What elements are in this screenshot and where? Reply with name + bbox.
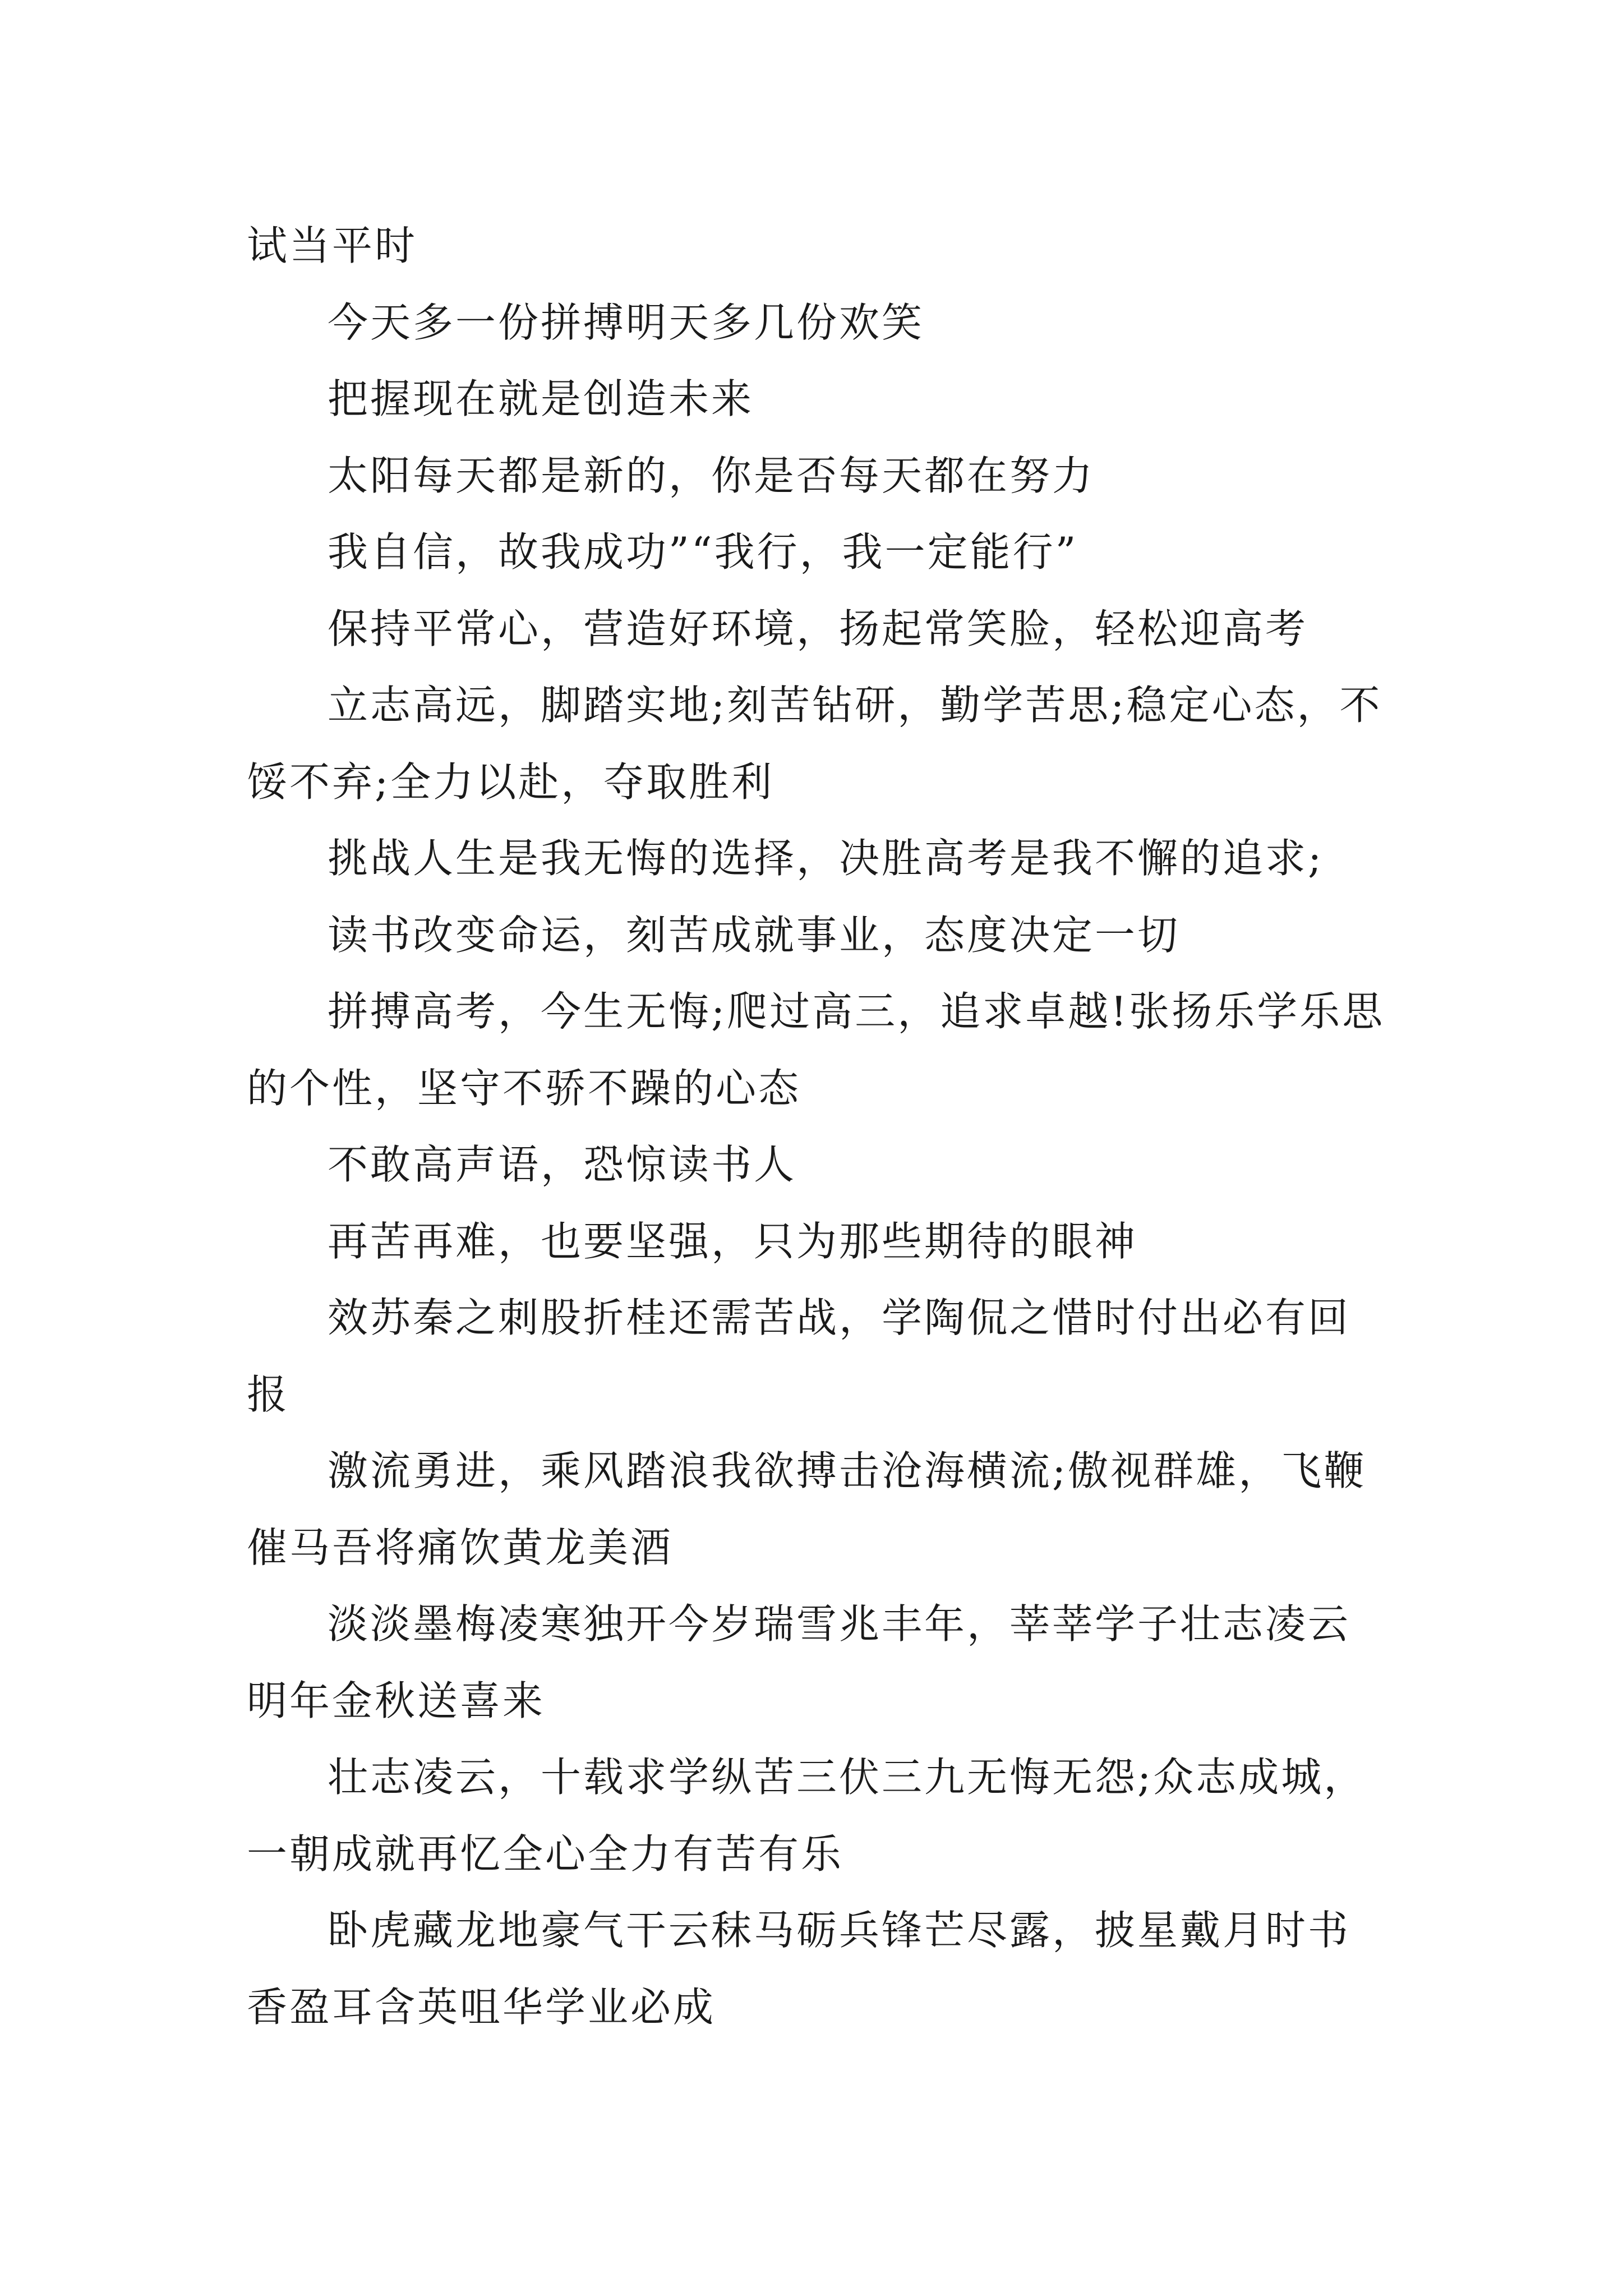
- paragraph: 拼搏高考，今生无悔;爬过高三，追求卓越!张扬乐学乐思的个性，坚守不骄不躁的心态: [247, 988, 1385, 1112]
- paragraph: 不敢高声语，恐惊读书人: [328, 1141, 797, 1188]
- paragraph: 读书改变命运，刻苦成就事业，态度决定一切: [328, 911, 1181, 959]
- paragraph: 把握现在就是创造未来: [328, 375, 754, 422]
- document-body: [247, 208, 1385, 2045]
- paragraph: 今天多一份拼搏明天多几份欢笑: [328, 298, 925, 346]
- paragraph: 挑战人生是我无悔的选择，决胜高考是我不懈的追求;: [328, 835, 1324, 882]
- paragraph: 我自信，故我成功”“我行，我一定能行”: [328, 528, 1078, 576]
- paragraph: 再苦再难，也要坚强，只为那些期待的眼神: [328, 1217, 1138, 1265]
- paragraph: 效苏秦之刺股折桂还需苦战，学陶侃之惜时付出必有回报: [247, 1294, 1351, 1418]
- paragraph: 淡淡墨梅凌寒独开今岁瑞雪兆丰年，莘莘学子壮志凌云明年金秋送喜来: [247, 1600, 1351, 1724]
- paragraph: 试当平时: [247, 222, 418, 269]
- paragraph: 立志高远，脚踏实地;刻苦钻研，勤学苦思;稳定心态，不馁不弃;全力以赴，夺取胜利: [247, 682, 1382, 806]
- paragraph: 保持平常心，营造好环境，扬起常笑脸，轻松迎高考: [328, 605, 1308, 652]
- paragraph: 激流勇进，乘风踏浪我欲搏击沧海横流;傲视群雄，飞鞭催马吾将痛饮黄龙美酒: [247, 1447, 1367, 1571]
- paragraph: 壮志凌云，十载求学纵苦三伏三九无悔无怨;众志成城，一朝成就再忆全心全力有苦有乐: [247, 1754, 1367, 1878]
- paragraph: 太阳每天都是新的，你是否每天都在努力: [328, 452, 1095, 499]
- paragraph: 卧虎藏龙地豪气干云秣马砺兵锋芒尽露，披星戴月时书香盈耳含英咀华学业必成: [247, 1907, 1351, 2031]
